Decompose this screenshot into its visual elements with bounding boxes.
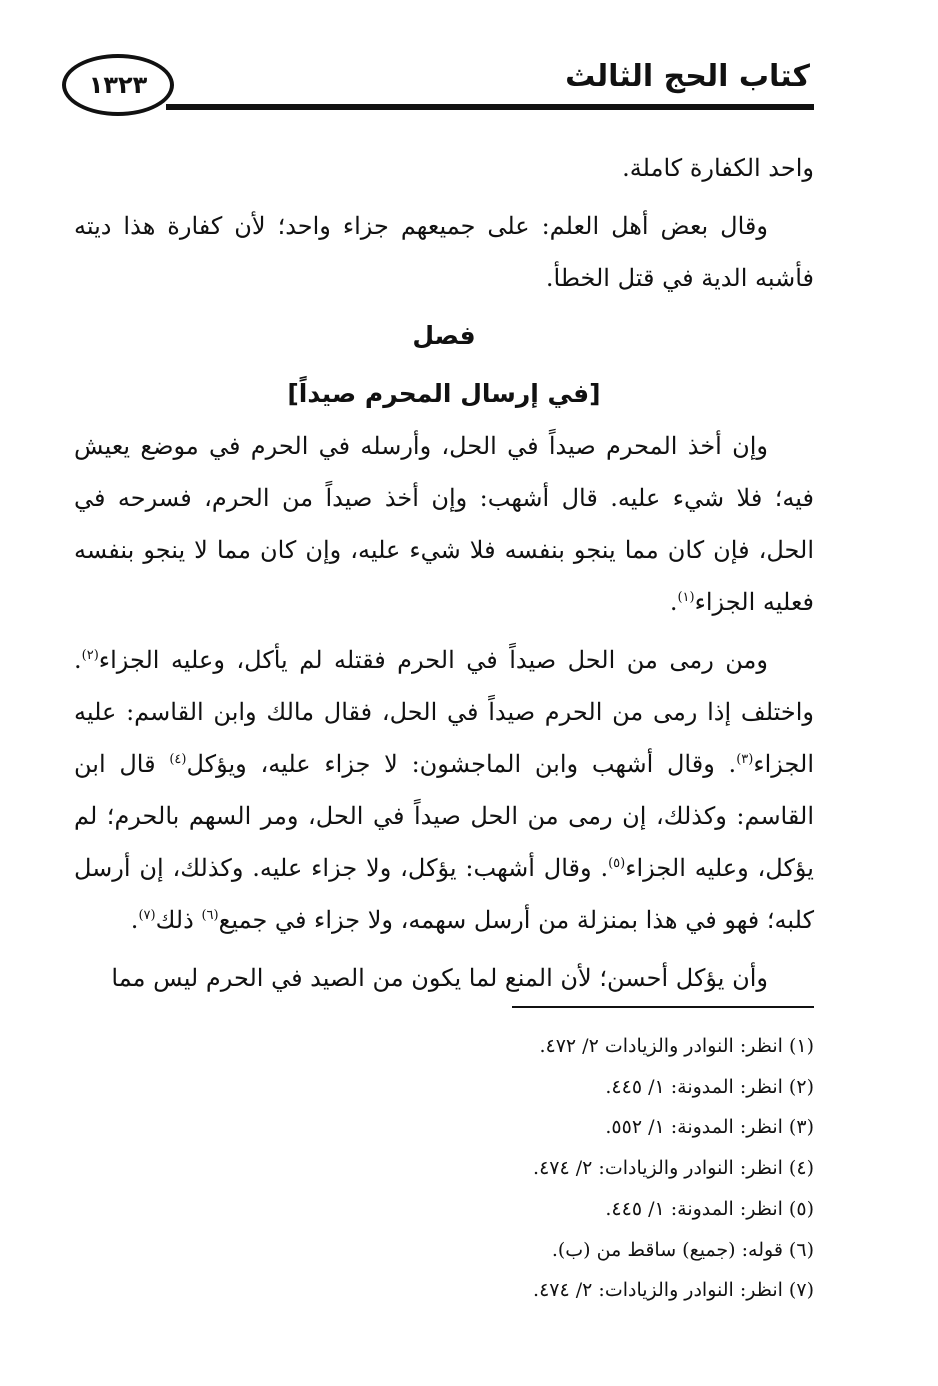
page-header <box>62 54 814 120</box>
paragraph-4 <box>74 634 814 946</box>
paragraph-2: وقال بعض أهل العلم: على جميعهم جزاء واحد؛ لأن كفارة هذا ديته فأشبه الدية في قتل الخطأ. <box>74 212 814 292</box>
paragraph-1: واحد الكفارة كاملة. <box>622 154 814 182</box>
paragraph-4-part-g: . <box>130 906 139 934</box>
footnote-ref-7: (٧) <box>138 908 156 923</box>
section-heading: فصل <box>412 321 476 350</box>
paragraph-4-part-f: ذلك <box>155 906 202 934</box>
footnote-3: (٣) انظر: المدونة: ١/ ٥٥٢. <box>605 1116 814 1139</box>
footnote-7: (٧) انظر: النوادر والزيادات: ٢/ ٤٧٤. <box>533 1279 814 1302</box>
footnotes <box>74 1026 814 1311</box>
footnote-4: (٤) انظر: النوادر والزيادات: ٢/ ٤٧٤. <box>533 1157 814 1180</box>
footnote-6: (٦) قوله: (جميع) ساقط من (ب). <box>551 1238 814 1261</box>
footnote-1: (١) انظر: النوادر والزيادات ٢/ ٤٧٢. <box>539 1035 814 1057</box>
page-number: ١٣٢٣ <box>88 71 148 99</box>
book-title: كتاب الحج الثالث <box>565 59 810 94</box>
footnote-ref-1: (١) <box>677 590 695 605</box>
footnote-5: (٥) انظر: المدونة: ١/ ٤٤٥. <box>605 1197 814 1220</box>
paragraph-4-part-a: ومن رمى من الحل صيداً في الحرم فقتله لم يأكل، وعليه الجزاء <box>98 646 769 674</box>
page-number-badge <box>62 54 174 116</box>
header-rule <box>166 104 814 110</box>
footnote-separator <box>512 1006 814 1008</box>
footnote-ref-4: (٤) <box>169 752 187 767</box>
footnote-2: (٢) انظر: المدونة: ١/ ٤٤٥. <box>605 1075 814 1098</box>
paragraph-3-text: وإن أخذ المحرم صيداً في الحل، وأرسله في الحرم في موضع يعيش فيه؛ فلا شيء عليه. قال أشهب: وإن أخذ صيداً من الحرم، فسرحه في الحل، فإن كان مما ينجو بنفسه فلا شيء عليه، وإن كان مما لا ينجو بنفسه فعليه الجزاء <box>74 432 814 616</box>
paragraph-4-part-d: قال ابن القاسم: وكذلك، إن رمى من الحل صيداً في الحل، ومر السهم بالحرم؛ لم يؤكل، وعليه الجزاء <box>74 750 814 882</box>
paragraph-5: وأن يؤكل أحسن؛ لأن المنع لما يكون من الصيد في الحرم ليس مما <box>111 964 768 992</box>
paragraph-4-part-e: . وقال أشهب: يؤكل، ولا جزاء عليه. وكذلك، إن أرسل كلبه؛ فهو في هذا بمنزلة من أرسل سهمه، ولا جزاء في جميع <box>74 854 814 934</box>
footnote-ref-6: (٦) <box>201 908 219 923</box>
main-text <box>74 142 814 1004</box>
footnote-ref-2: (٢) <box>81 648 99 663</box>
footnote-ref-5: (٥) <box>608 856 626 871</box>
paragraph-3 <box>74 420 814 628</box>
footnote-ref-3: (٣) <box>736 752 754 767</box>
section-subheading: [في إرسال المحرم صيداً] <box>287 379 601 408</box>
paragraph-4-part-b: . واختلف إذا رمى من الحرم صيداً في الحل، فقال مالك وابن القاسم: عليه الجزاء <box>74 646 814 778</box>
paragraph-4-part-c: . وقال أشهب وابن الماجشون: لا جزاء عليه، ويؤكل <box>186 750 737 778</box>
paragraph-3-end: . <box>669 588 678 616</box>
